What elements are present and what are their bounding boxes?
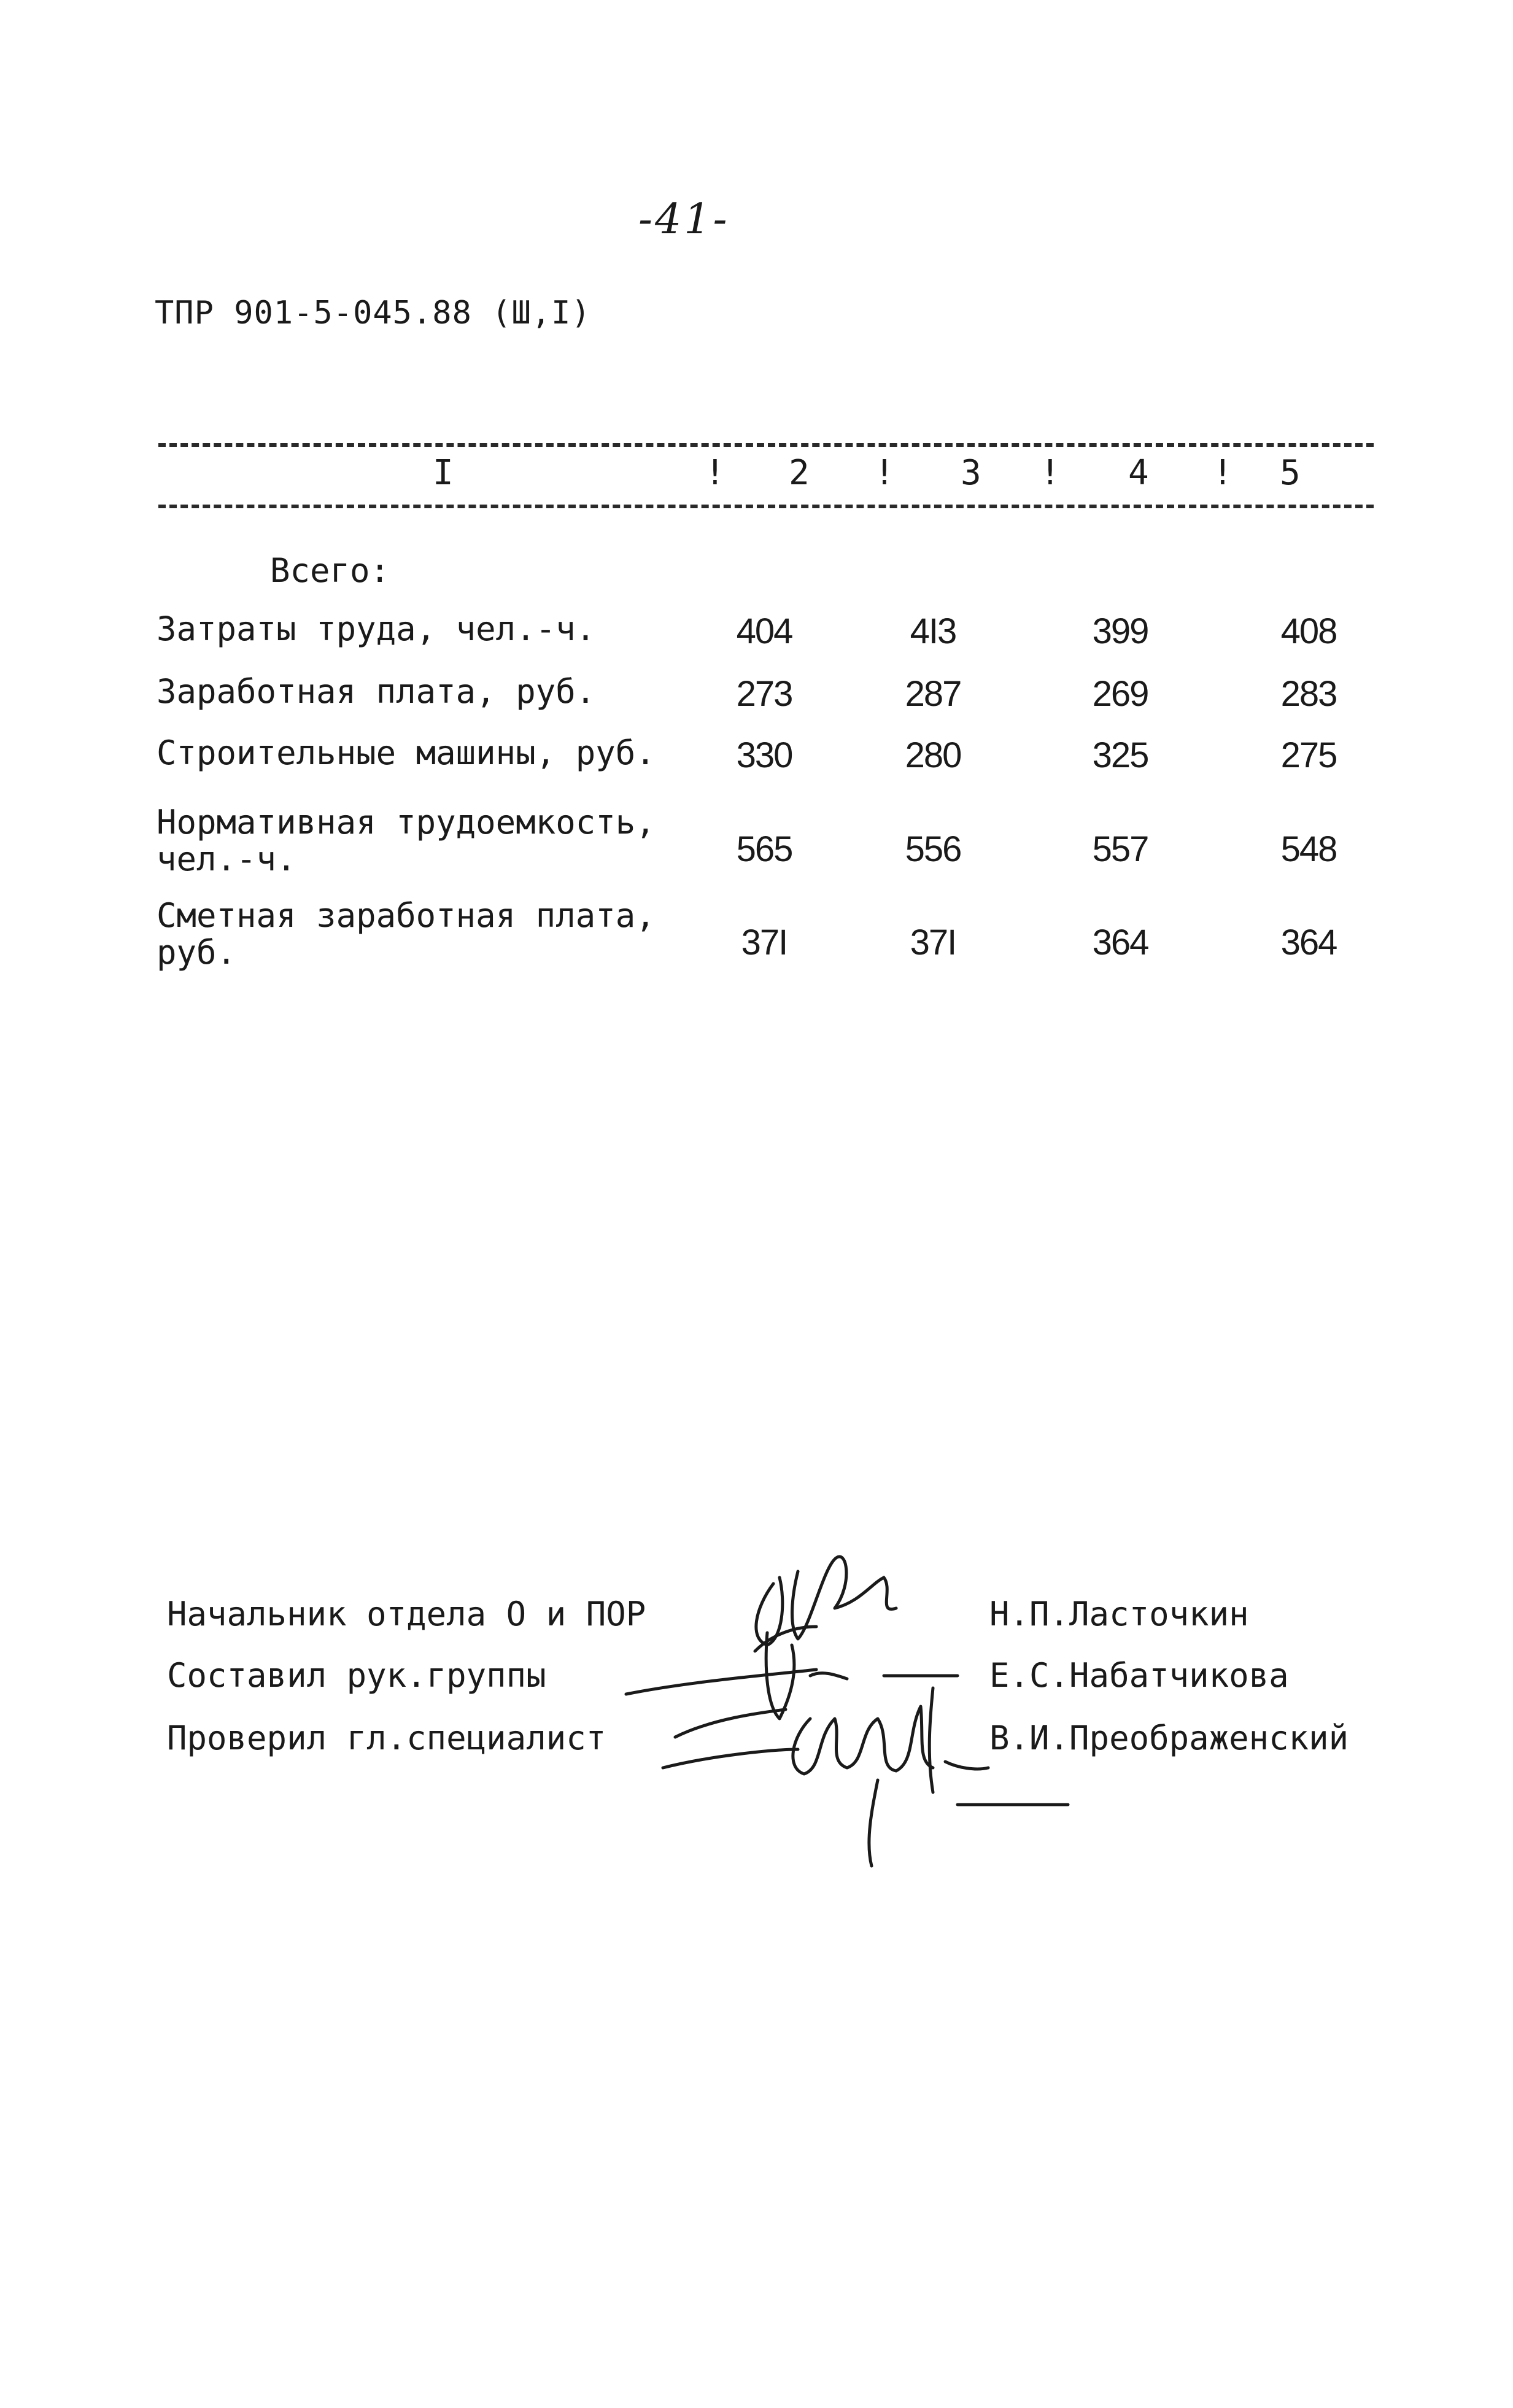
- table-header-rule: [158, 505, 1374, 508]
- cell-col3: 4I3: [910, 611, 956, 651]
- row-label: Строительные машины, руб.: [157, 734, 656, 772]
- cell-col4: 269: [1092, 674, 1148, 714]
- cell-col2: 330: [736, 735, 792, 775]
- row-label: Сметная заработная плата, руб.: [157, 896, 656, 972]
- cell-col4: 325: [1092, 735, 1148, 775]
- column-header-5: 5: [1280, 453, 1301, 493]
- column-separator: !: [1040, 453, 1061, 493]
- column-separator: !: [874, 453, 895, 493]
- cell-col3: 37I: [910, 923, 956, 962]
- column-header-4: 4: [1128, 453, 1149, 493]
- table-top-rule: [158, 443, 1374, 447]
- signatory-name: Н.П.Ласточкин: [989, 1595, 1249, 1633]
- column-header-2: 2: [789, 453, 810, 493]
- signatory-name: Е.С.Набатчикова: [989, 1656, 1289, 1695]
- signatory-name: В.И.Преображенский: [989, 1719, 1349, 1757]
- column-header-3: 3: [961, 453, 981, 493]
- cell-col5: 548: [1280, 829, 1337, 869]
- cell-col2: 565: [736, 829, 792, 869]
- document-code: ТПР 901-5-045.88 (Ш,I): [155, 295, 591, 331]
- cell-col4: 557: [1092, 829, 1148, 869]
- cell-col5: 408: [1280, 611, 1337, 651]
- signatory-role: Начальник отдела О и ПОР: [167, 1595, 646, 1633]
- cell-col3: 287: [905, 674, 961, 714]
- cell-col5: 364: [1280, 923, 1337, 962]
- cell-col2: 37I: [741, 923, 787, 962]
- row-label: Заработная плата, руб.: [157, 672, 596, 711]
- signatory-role: Проверил гл.специалист: [167, 1719, 606, 1757]
- totals-label: Всего:: [270, 551, 390, 590]
- column-separator: !: [1212, 453, 1233, 493]
- cell-col2: 273: [736, 674, 792, 714]
- cell-col5: 283: [1280, 674, 1337, 714]
- table-header-row: [0, 453, 1513, 496]
- cell-col3: 556: [905, 829, 961, 869]
- row-label: Затраты труда, чел.-ч.: [157, 610, 596, 648]
- page-number: -41-: [638, 195, 730, 244]
- signatory-role: Составил рук.группы: [167, 1656, 546, 1695]
- cell-col5: 275: [1280, 735, 1337, 775]
- column-header-1: I: [433, 453, 454, 493]
- cell-col4: 364: [1092, 923, 1148, 962]
- cell-col2: 404: [736, 611, 792, 651]
- cell-col4: 399: [1092, 611, 1148, 651]
- handwritten-signatures: [614, 1535, 1080, 1878]
- cell-col3: 280: [905, 735, 961, 775]
- column-separator: !: [705, 453, 726, 493]
- row-label: Нормативная трудоемкость, чел.-ч.: [157, 803, 656, 878]
